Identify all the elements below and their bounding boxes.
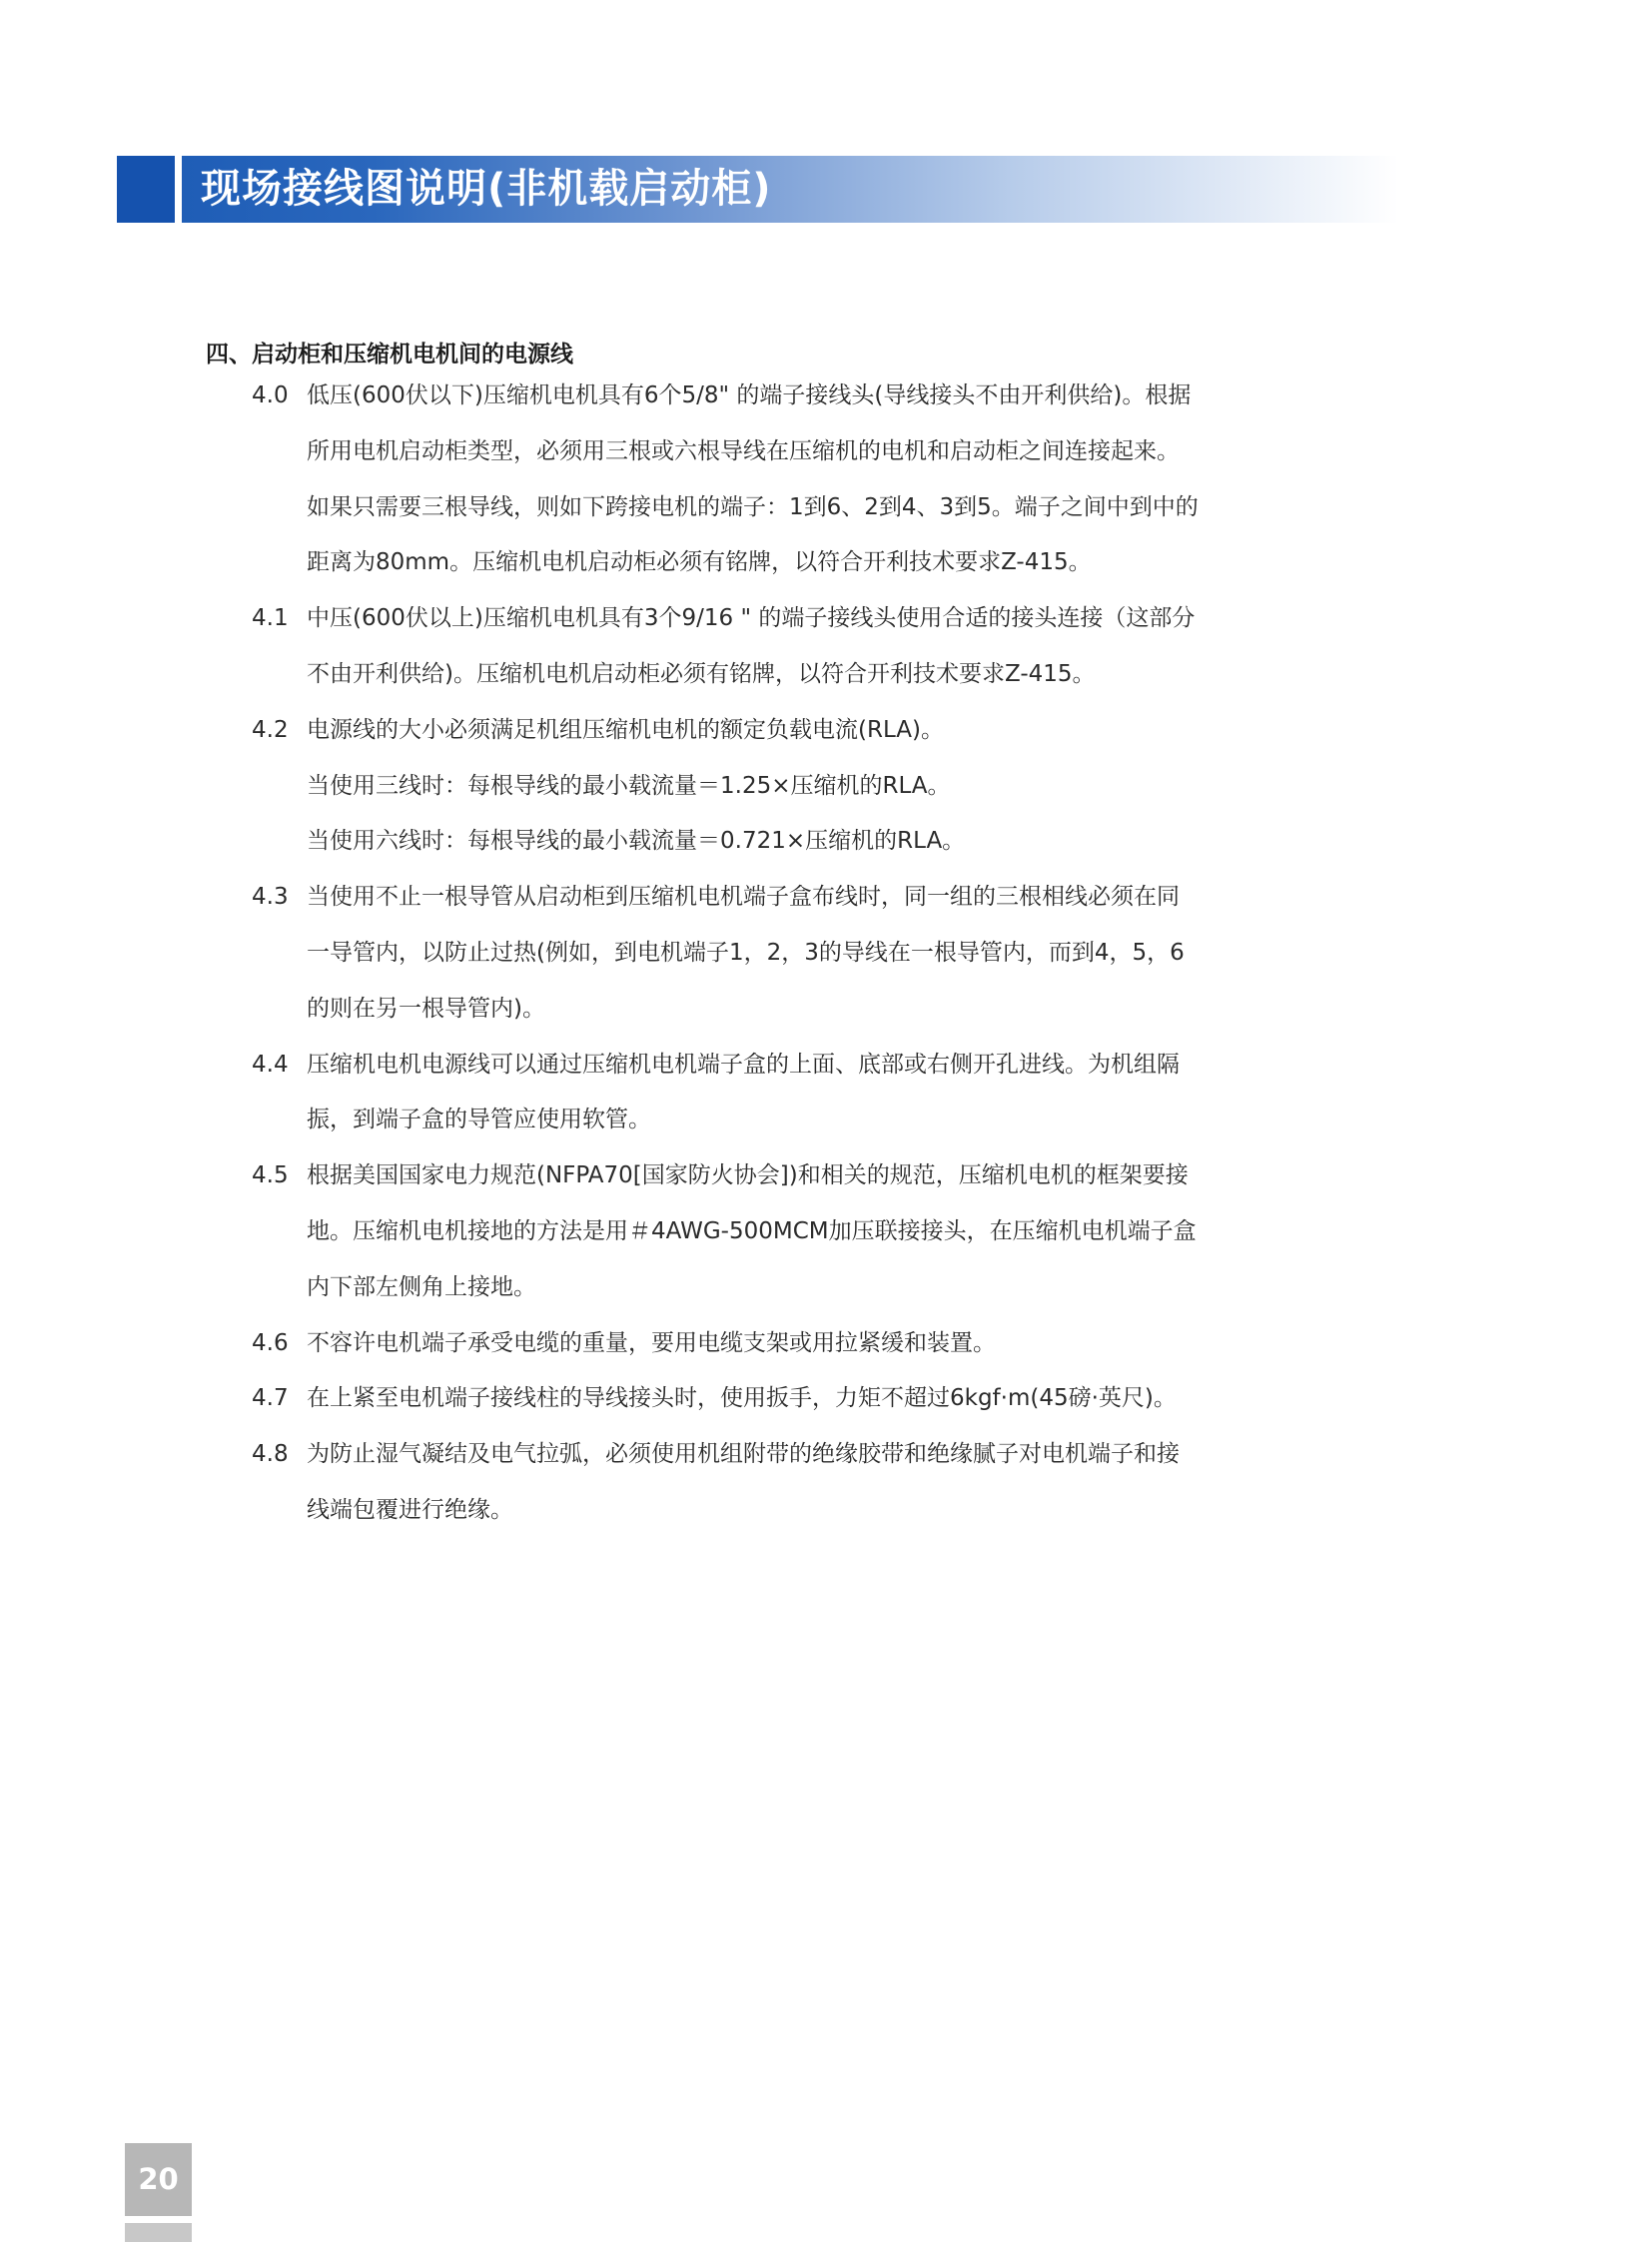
page-title: 现场接线图说明(非机载启动柜) bbox=[201, 166, 772, 212]
item-text-line: 当使用六线时：每根导线的最小载流量＝0.721×压缩机的RLA。 bbox=[307, 828, 966, 855]
item-text-line: 的则在另一根导管内)。 bbox=[307, 995, 545, 1022]
item-text-line: 中压(600伏以上)压缩机电机具有3个9/16 " 的端子接线头使用合适的接头连接（这部分 bbox=[307, 605, 1196, 632]
header-banner bbox=[117, 156, 1398, 223]
item-text-line: 振，到端子盒的导管应使用软管。 bbox=[307, 1107, 651, 1133]
item-text-line: 根据美国国家电力规范(NFPA70[国家防火协会])和相关的规范，压缩机电机的框架要接 bbox=[307, 1162, 1189, 1189]
item-text-line: 当使用不止一根导管从启动柜到压缩机电机端子盒布线时，同一组的三根相线必须在同 bbox=[307, 884, 1180, 911]
item-number: 4.1 bbox=[252, 605, 289, 632]
page-number: 20 bbox=[125, 2143, 192, 2216]
item-number: 4.5 bbox=[252, 1162, 289, 1189]
item-text-line: 电源线的大小必须满足机组压缩机电机的额定负载电流(RLA)。 bbox=[307, 716, 945, 743]
header-accent-block bbox=[117, 156, 175, 223]
item-number: 4.0 bbox=[252, 382, 289, 408]
item-text-line: 压缩机电机电源线可以通过压缩机电机端子盒的上面、底部或右侧开孔进线。为机组隔 bbox=[307, 1051, 1180, 1078]
item-text-line: 如果只需要三根导线，则如下跨接电机的端子：1到6、2到4、3到5。端子之间中到中的 bbox=[307, 493, 1199, 520]
item-text-line: 在上紧至电机端子接线柱的导线接头时，使用扳手，力矩不超过6kgf·m(45磅·英尺)。 bbox=[307, 1385, 1177, 1412]
item-text-line: 距离为80mm。压缩机电机启动柜必须有铭牌，以符合开利技术要求Z-415。 bbox=[307, 549, 1092, 576]
item-text-line: 内下部左侧角上接地。 bbox=[307, 1273, 536, 1300]
item-number: 4.3 bbox=[252, 884, 289, 911]
section-heading: 四、启动柜和压缩机电机间的电源线 bbox=[206, 342, 573, 368]
item-text-line: 为防止湿气凝结及电气拉弧，必须使用机组附带的绝缘胶带和绝缘腻子对电机端子和接 bbox=[307, 1441, 1180, 1468]
item-text-line: 当使用三线时：每根导线的最小载流量＝1.25×压缩机的RLA。 bbox=[307, 772, 951, 799]
header-divider bbox=[175, 156, 182, 223]
item-text-line: 低压(600伏以下)压缩机电机具有6个5/8" 的端子接线头(导线接头不由开利供给)。根据 bbox=[307, 382, 1192, 408]
item-text-line: 所用电机启动柜类型，必须用三根或六根导线在压缩机的电机和启动柜之间连接起来。 bbox=[307, 437, 1180, 464]
item-text-line: 线端包覆进行绝缘。 bbox=[307, 1497, 513, 1523]
item-number: 4.6 bbox=[252, 1329, 289, 1356]
item-text-line: 不容许电机端子承受电缆的重量，要用电缆支架或用拉紧缓和装置。 bbox=[307, 1329, 996, 1356]
item-text-line: 地。压缩机电机接地的方法是用＃4AWG-500MCM加压联接接头，在压缩机电机端子盒 bbox=[307, 1218, 1197, 1244]
item-text-line: 不由开利供给)。压缩机电机启动柜必须有铭牌，以符合开利技术要求Z-415。 bbox=[307, 661, 1096, 687]
item-text-line: 一导管内，以防止过热(例如，到电机端子1，2，3的导线在一根导管内，而到4，5，6 bbox=[307, 940, 1185, 966]
item-number: 4.7 bbox=[252, 1385, 289, 1412]
item-number: 4.8 bbox=[252, 1441, 289, 1468]
item-number: 4.2 bbox=[252, 716, 289, 743]
item-number: 4.4 bbox=[252, 1051, 289, 1078]
page-bottom-strip bbox=[125, 2223, 192, 2242]
